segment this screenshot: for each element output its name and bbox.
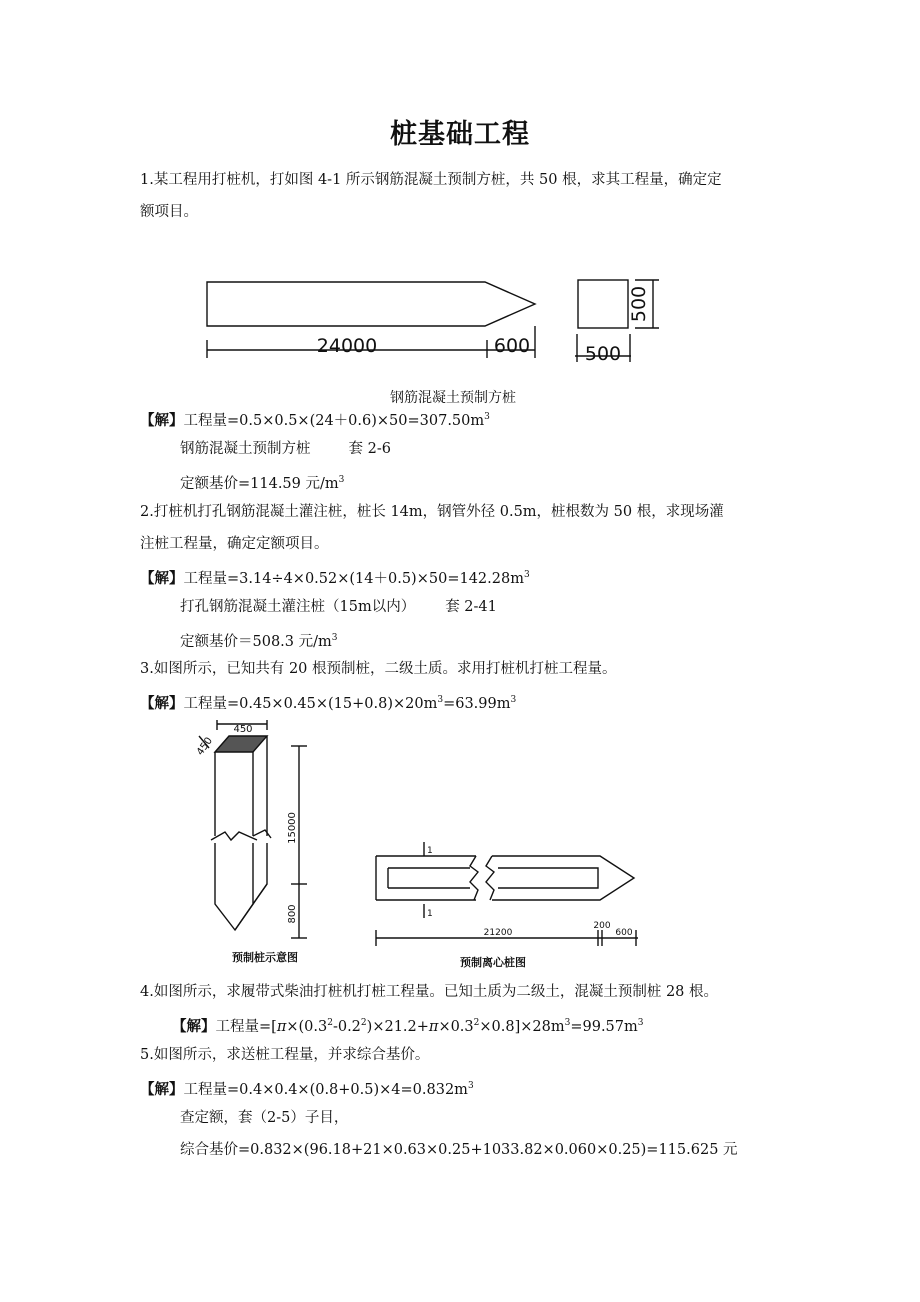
q1-square-pile-figure	[195, 270, 675, 370]
q4-solution-sup: 3	[637, 1018, 644, 1028]
q3-right-caption: 预制离心桩图	[460, 956, 526, 969]
q2-solution	[140, 565, 530, 589]
q4-solution-part: =99.57m	[570, 1019, 638, 1035]
q4-solution-part: ×(0.3	[286, 1019, 328, 1035]
q4-solution-part: -0.2	[332, 1019, 361, 1035]
q2-item-line	[180, 597, 497, 617]
q3-right-dim-length: 21200	[483, 928, 513, 938]
q4-solution-sup: 2	[473, 1018, 480, 1028]
q5-solution-sup: 3	[467, 1081, 474, 1091]
q5-solution-text: 工程量=0.4×0.4×(0.8+0.5)×4=0.832m	[183, 1082, 468, 1098]
q5-solution	[140, 1076, 474, 1100]
q3-dim-top: 450	[233, 724, 253, 735]
q3-dim-tip: 800	[287, 904, 298, 924]
q1-item: 钢筋混凝土预制方桩	[180, 441, 311, 457]
q1-price-sup: 3	[338, 475, 345, 485]
q3-solution-text-a: 工程量=0.45×0.45×(15+0.8)×20m	[183, 696, 438, 712]
q1-text-line2: 额项目。	[140, 204, 198, 220]
q1-text-line1: 1.某工程用打桩机，打如图 4-1 所示钢筋混凝土预制方桩，共 50 根，求其工程量，确定定	[140, 172, 722, 188]
q3-solution-sup-a: 3	[437, 695, 444, 705]
solution-label: 【解】	[172, 1018, 216, 1035]
q2-item-code: 套 2-41	[445, 599, 497, 615]
q3-solution-text-b: =63.99m	[443, 696, 511, 712]
q1-price: 定额基价=114.59 元/m	[180, 476, 339, 492]
q1-solution-sup: 3	[484, 412, 490, 422]
q2-solution-text: 工程量=3.14÷4×0.52×(14＋0.5)×50=142.28m	[183, 571, 524, 587]
pi-symbol: π	[428, 1019, 439, 1035]
q1-dim-tip: 600	[493, 335, 531, 357]
pile-section-outline	[578, 280, 628, 328]
pile-top-face	[215, 736, 267, 752]
q4-solution-sup: 2	[327, 1018, 333, 1028]
q1-dim-length: 24000	[316, 335, 378, 357]
q3-section-mark-bottom: 1	[427, 909, 433, 919]
pi-symbol: π	[276, 1019, 287, 1035]
q4-solution-part: ×0.8]×28m	[479, 1019, 565, 1035]
q1-price-line	[180, 470, 344, 494]
q2-text-line2: 注桩工程量，确定定额项目。	[140, 536, 329, 552]
q4-solution	[172, 1013, 644, 1037]
q3-solution	[140, 690, 516, 714]
q1-solution-text: 工程量=0.5×0.5×(24＋0.6)×50=307.50m	[183, 413, 485, 429]
q4-solution-part: )×21.2+	[366, 1019, 429, 1035]
q3-text-line1: 3.如图所示，已知共有 20 根预制桩，二级土质。求用打桩机打桩工程量。	[140, 661, 617, 677]
solution-label: 【解】	[140, 1081, 184, 1098]
q4-text-line1: 4.如图所示，求履带式柴油打桩机打桩工程量。已知土质为二级土，混凝土预制桩 28 根。	[140, 984, 719, 1000]
q5-price-line: 综合基价=0.832×(96.18+21×0.63×0.25+1033.82×0.060×0.25)=115.625 元	[180, 1142, 738, 1158]
pile-side-outline	[207, 282, 535, 326]
q5-text-line1: 5.如图所示，求送桩工程量，并求综合基价。	[140, 1047, 430, 1063]
q3-dim-length: 15000	[287, 812, 298, 844]
q4-solution-part: 工程量=[	[215, 1019, 277, 1035]
q4-solution-part: ×0.3	[438, 1019, 474, 1035]
q1-solution	[140, 407, 490, 431]
q2-price-sup: 3	[331, 633, 338, 643]
q3-dim-side: 450	[194, 735, 215, 758]
q3-right-dim-b: 600	[615, 928, 633, 938]
q3-centrifugal-pile-figure	[370, 838, 650, 948]
q1-item-line	[180, 439, 391, 459]
q5-check-line: 查定额，套（2-5）子目，	[180, 1110, 349, 1126]
q1-dim-height: 500	[628, 285, 650, 323]
solution-label: 【解】	[140, 570, 184, 587]
q2-price: 定额基价＝508.3 元/m	[180, 634, 332, 650]
q4-solution-sup: 3	[564, 1018, 571, 1028]
q3-precast-pile-figure	[195, 718, 345, 968]
q1-dim-width: 500	[584, 343, 622, 365]
solution-label: 【解】	[140, 412, 184, 429]
page-title: 桩基础工程	[390, 119, 530, 150]
q2-price-line	[180, 628, 338, 652]
q2-item: 打孔钢筋混凝土灌注桩（15m以内）	[180, 599, 416, 615]
solution-label: 【解】	[140, 695, 184, 712]
q3-right-dim-a: 200	[593, 921, 611, 931]
q1-figure-caption: 钢筋混凝土预制方桩	[390, 390, 516, 406]
q2-solution-sup: 3	[523, 570, 530, 580]
q4-solution-sup: 2	[360, 1018, 367, 1028]
q1-item-code: 套 2-6	[348, 441, 391, 457]
q3-left-caption: 预制桩示意图	[232, 951, 298, 964]
q3-section-mark-top: 1	[427, 846, 433, 856]
q2-text-line1: 2.打桩机打孔钢筋混凝土灌注桩，桩长 14m，钢管外径 0.5m，桩根数为 50 根，求现场灌	[140, 504, 724, 520]
q3-solution-sup-b: 3	[510, 695, 517, 705]
